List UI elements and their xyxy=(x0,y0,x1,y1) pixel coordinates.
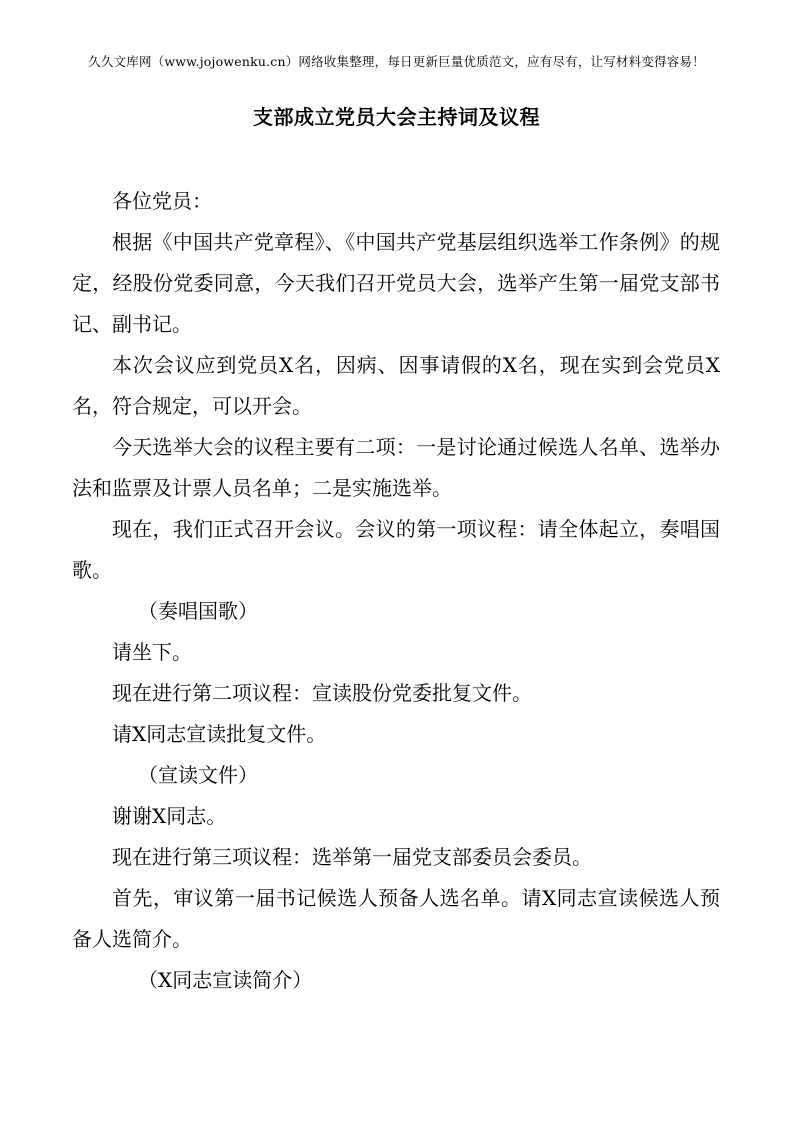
paragraph: 根据《中国共产党章程》、《中国共产党基层组织选举工作条例》的规定，经股份党委同意，今天我们召开党员大会，选举产生第一届党支部书记、副书记。 xyxy=(72,230,720,336)
paragraph: 现在，我们正式召开会议。会议的第一项议程：请全体起立，奏唱国歌。 xyxy=(72,517,720,582)
paragraph: 现在进行第三项议程：选举第一届党支部委员会委员。 xyxy=(112,845,592,869)
paragraph: 请坐下。 xyxy=(112,640,192,664)
paragraph: 谢谢X同志。 xyxy=(112,804,227,828)
stage-note: （宣读文件） xyxy=(138,763,258,787)
page-header: 久久文库网（www.jojowenku.cn）网络收集整理，每日更新巨量优质范文，应有尽有，让写材料变得容易！ xyxy=(88,54,705,69)
paragraph: 本次会议应到党员X名，因病、因事请假的X名，现在实到会党员X名，符合规定，可以开会。 xyxy=(72,353,720,418)
document-title: 支部成立党员大会主持词及议程 xyxy=(253,105,540,129)
document-body xyxy=(72,181,720,1001)
greeting: 各位党员： xyxy=(112,189,212,213)
stage-note: （X同志宣读简介） xyxy=(138,968,313,992)
paragraph: 请X同志宣读批复文件。 xyxy=(112,722,327,746)
stage-note: （奏唱国歌） xyxy=(138,599,258,623)
paragraph: 现在进行第二项议程：宣读股份党委批复文件。 xyxy=(112,681,532,705)
paragraph: 今天选举大会的议程主要有二项：一是讨论通过候选人名单、选举办法和监票及计票人员名单；二是实施选举。 xyxy=(72,435,720,500)
paragraph: 首先，审议第一届书记候选人预备人选名单。请X同志宣读候选人预备人选简介。 xyxy=(72,886,720,951)
